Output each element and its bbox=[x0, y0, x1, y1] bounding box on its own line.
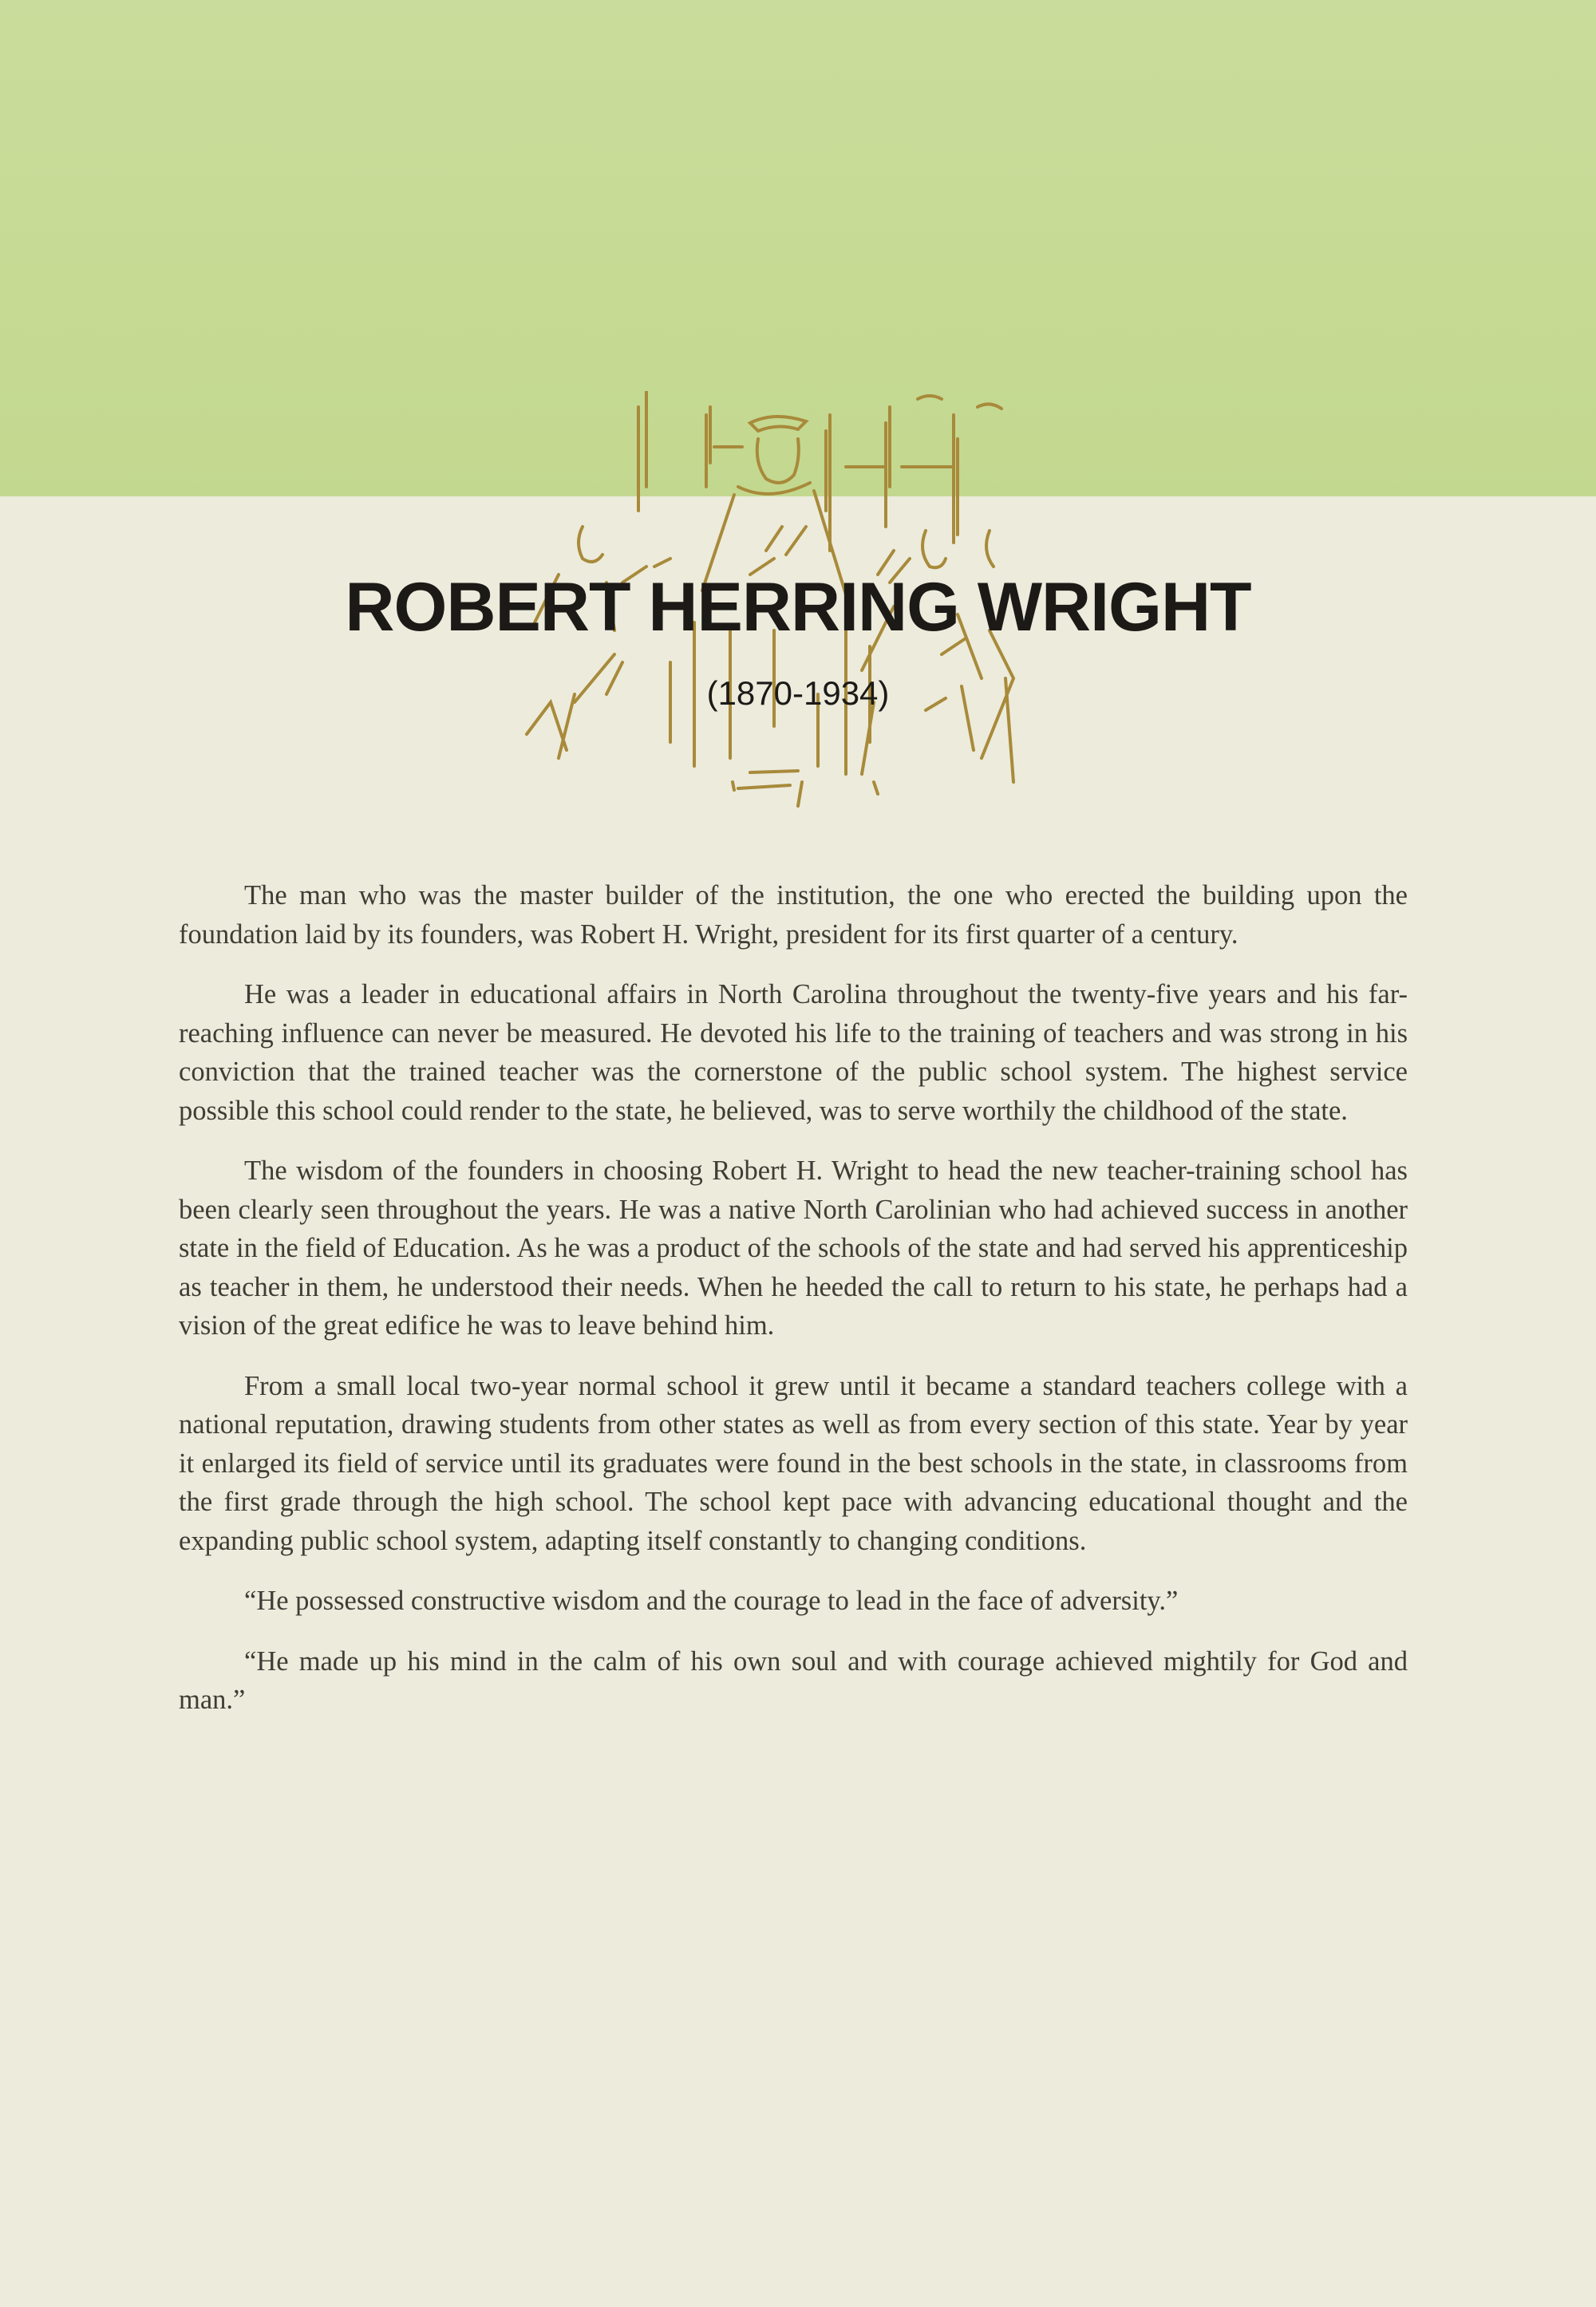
paragraph-2: He was a leader in educational affairs in North Carolina throughout the twenty-five years and his far-reaching influence can never be measured. He devoted his life to the training of teachers and was strong in his conviction that the trained teacher was the cornerstone of the public school system. The highest service possible this school could render to the state, he believed, was to serve worthily the childhood of the state. bbox=[179, 979, 1408, 1126]
quote-2: “He made up his mind in the calm of his own soul and with courage achieved mightily for God and man.” bbox=[179, 1645, 1408, 1715]
page-title: ROBERT HERRING WRIGHT bbox=[345, 569, 1251, 646]
paragraph-1: The man who was the master builder of the institution, the one who erected the building upon the foundation laid by its founders, was Robert H. Wright, president for its first quarter of a century. bbox=[179, 880, 1408, 950]
quote-1: “He possessed constructive wisdom and the courage to lead in the face of adversity.” bbox=[244, 1586, 1179, 1616]
paragraph-3: The wisdom of the founders in choosing Robert H. Wright to head the new teacher-training school has been clearly seen throughout the years. He was a native North Carolinian who had achieved success in another state in the field of Education. As he was a product of the schools of the state and had served his apprenticeship as teacher in them, he understood their needs. When he heeded the call to return to his state, he perhaps had a vision of the great edifice he was to leave behind him. bbox=[179, 1155, 1408, 1341]
life-dates: (1870-1934) bbox=[706, 674, 890, 712]
paragraph-4: From a small local two-year normal school it grew until it became a standard teachers college with a national reputation, drawing students from other states as well as from every section of this state. Year by year it enlarged its field of service until its graduates were found in the best schools in the state, in classrooms from the first grade through the high school. The school kept pace with advancing educational thought and the expanding public school system, adapting itself constantly to changing conditions. bbox=[179, 1370, 1408, 1556]
body-text bbox=[179, 876, 1408, 1741]
